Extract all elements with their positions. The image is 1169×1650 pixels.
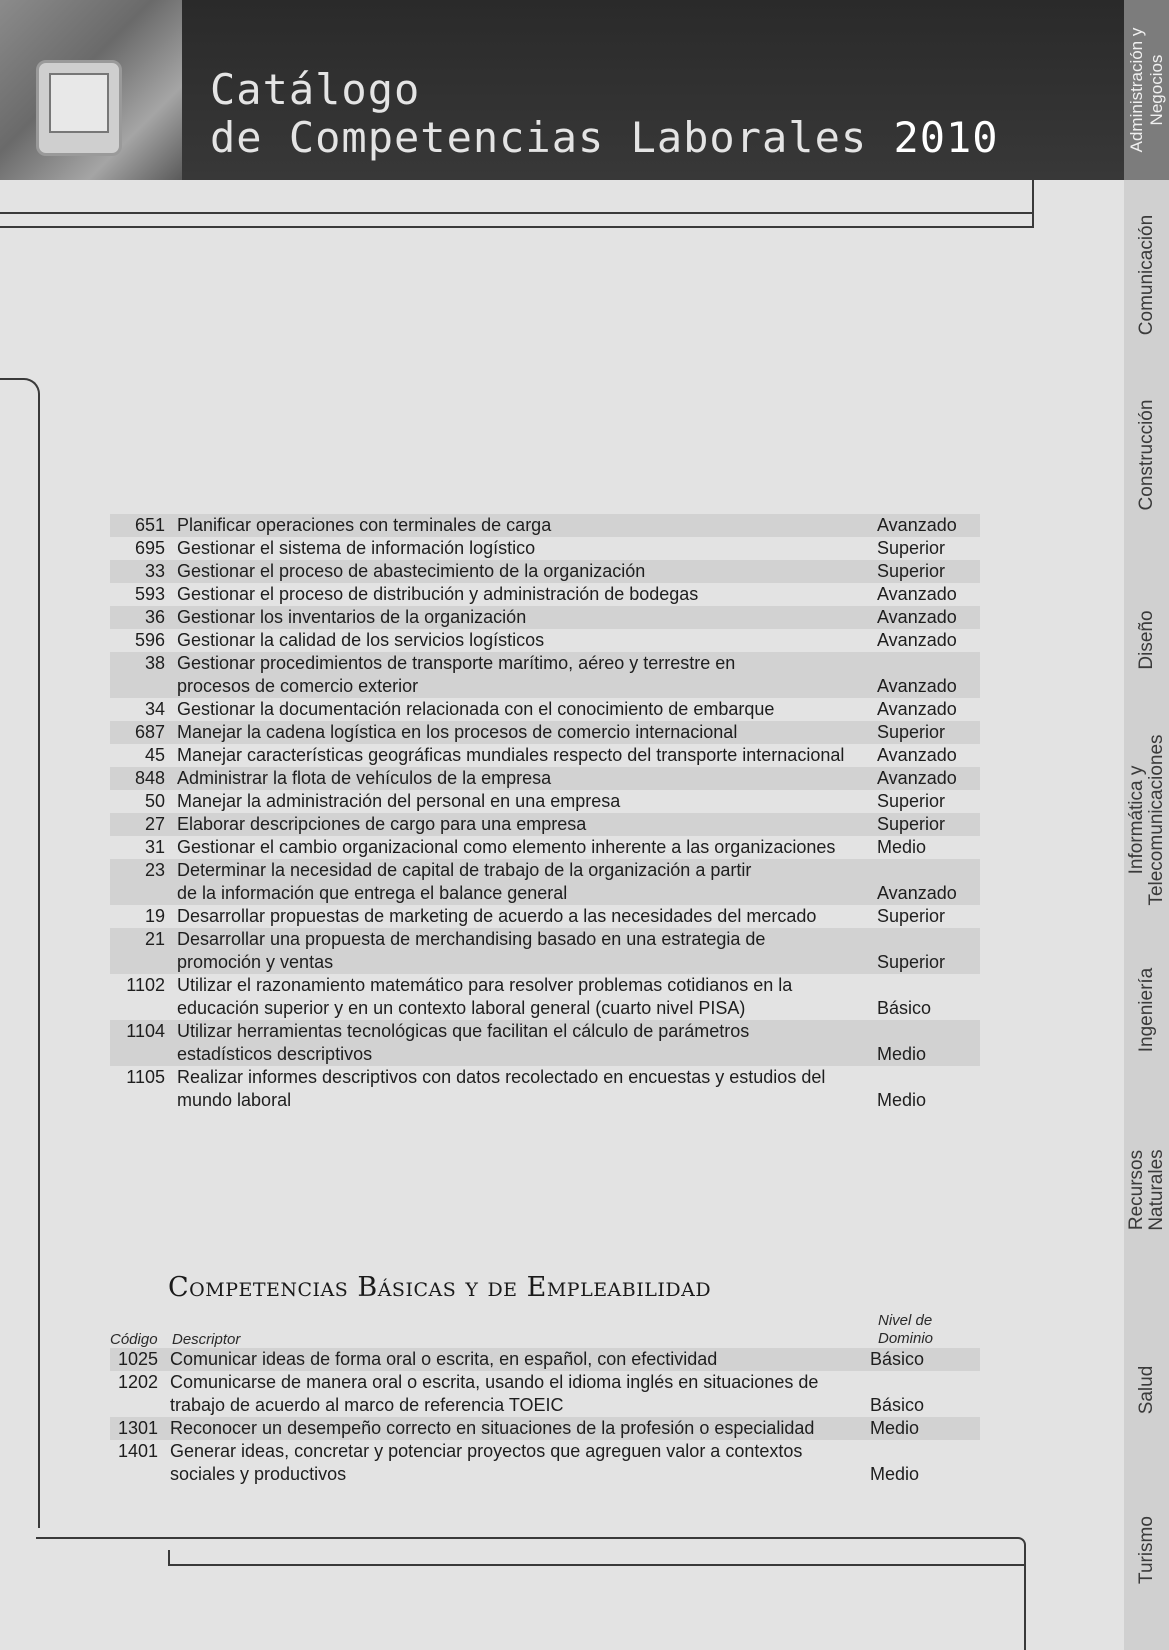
competency-code: 21 (144, 929, 165, 949)
table-row (110, 882, 980, 905)
column-level (878, 1312, 933, 1348)
table-row (110, 629, 980, 652)
competency-code: 19 (144, 906, 165, 926)
competency-descriptor: mundo laboral (177, 1090, 292, 1110)
table-row (110, 1066, 980, 1089)
table-row (110, 1463, 980, 1486)
competency-descriptor: Administrar la flota de vehículos de la empresa (177, 768, 552, 788)
competency-descriptor: Planificar operaciones con terminales de carga (177, 515, 552, 535)
competency-descriptor: educación superior y en un contexto laboral general (cuarto nivel PISA) (177, 998, 746, 1018)
table-row (110, 905, 980, 928)
competency-descriptor: trabajo de acuerdo al marco de referencia TOEIC (170, 1395, 564, 1415)
competency-descriptor: procesos de comercio exterior (177, 676, 419, 696)
competency-level: Avanzado (877, 515, 957, 535)
competency-code: 31 (144, 837, 165, 857)
competency-descriptor: Desarrollar propuestas de marketing de acuerdo a las necesidades del mercado (177, 906, 817, 926)
competency-code: 33 (144, 561, 165, 581)
competency-level: Superior (877, 791, 946, 811)
table-row (110, 859, 980, 882)
tab-label: Salud (1135, 1365, 1157, 1415)
bottom-divider (1024, 1559, 1026, 1650)
competency-descriptor: Generar ideas, concretar y potenciar proyectos que agreguen valor a contextos (170, 1441, 803, 1461)
tab-diseno[interactable] (1124, 580, 1169, 700)
table-row (110, 951, 980, 974)
table-row (110, 1348, 980, 1371)
competency-descriptor: Utilizar herramientas tecnológicas que facilitan el cálculo de parámetros (177, 1021, 750, 1041)
tab-construccion[interactable] (1124, 370, 1169, 540)
competency-level: Superior (877, 538, 946, 558)
competency-level: Avanzado (877, 768, 957, 788)
competency-descriptor: Manejar la administración del personal en una empresa (177, 791, 621, 811)
competency-level: Medio (877, 1044, 927, 1064)
competency-code: 651 (134, 515, 165, 535)
table-row (110, 721, 980, 744)
competency-code: 38 (144, 653, 165, 673)
table-row (110, 1371, 980, 1394)
competency-code: 1105 (126, 1067, 165, 1087)
competency-code: 596 (134, 630, 165, 650)
column-level-line-2: Dominio (878, 1330, 934, 1347)
tab-recursos-naturales[interactable] (1124, 1130, 1169, 1250)
title-line-1: Catálogo (210, 65, 421, 114)
competency-level: Avanzado (877, 676, 957, 696)
competency-code: 34 (144, 699, 165, 719)
tab-informatica[interactable] (1124, 720, 1169, 920)
competency-descriptor: Determinar la necesidad de capital de trabajo de la organización a partir (177, 860, 752, 880)
section-title: Competencias Básicas y de Empleabilidad (168, 1272, 712, 1303)
table-row (110, 514, 980, 537)
table-row (110, 1440, 980, 1463)
basic-competency-list (110, 1348, 980, 1486)
computer-monitor-icon (36, 60, 122, 156)
tab-label: Informática y Telecomunicaciones (1125, 734, 1167, 906)
competency-level: Básico (870, 1349, 925, 1369)
catalog-title (210, 66, 999, 162)
competency-descriptor: Gestionar los inventarios de la organización (177, 607, 527, 627)
competency-descriptor: Gestionar la documentación relacionada con el conocimiento de embarque (177, 699, 775, 719)
table-row (110, 813, 980, 836)
competency-code: 23 (144, 860, 165, 880)
competency-level: Básico (870, 1395, 925, 1415)
column-code: Código (110, 1331, 158, 1348)
tab-administracion[interactable] (1124, 0, 1169, 180)
competency-level: Superior (877, 952, 946, 972)
competency-descriptor: promoción y ventas (177, 952, 334, 972)
monitor-screen (49, 73, 109, 133)
table-row (110, 974, 980, 997)
competency-descriptor: Gestionar procedimientos de transporte marítimo, aéreo y terrestre en (177, 653, 736, 673)
competency-code: 1102 (126, 975, 165, 995)
competency-descriptor: Elaborar descripciones de cargo para una empresa (177, 814, 587, 834)
competency-level: Básico (877, 998, 932, 1018)
competency-level: Superior (877, 722, 946, 742)
header-photo (0, 0, 182, 200)
competency-descriptor: Realizar informes descriptivos con datos recolectado en encuestas y estudios del (177, 1067, 826, 1087)
competency-descriptor: estadísticos descriptivos (177, 1044, 373, 1064)
competency-level: Superior (877, 814, 946, 834)
competency-descriptor: Comunicarse de manera oral o escrita, usando el idioma inglés en situaciones de (170, 1372, 819, 1392)
column-descriptor: Descriptor (172, 1331, 241, 1348)
table-row (110, 997, 980, 1020)
competency-level: Avanzado (877, 883, 957, 903)
table-row (110, 767, 980, 790)
competency-descriptor: Gestionar el sistema de información logístico (177, 538, 536, 558)
column-headers (110, 1308, 980, 1348)
competency-descriptor: Gestionar el proceso de distribución y administración de bodegas (177, 584, 699, 604)
competency-descriptor: Reconocer un desempeño correcto en situaciones de la profesión o especialidad (170, 1418, 815, 1438)
tab-comunicacion[interactable] (1124, 180, 1169, 370)
table-row (110, 1417, 980, 1440)
competency-code: 1202 (117, 1372, 158, 1392)
competency-descriptor: Gestionar el cambio organizacional como elemento inherente a las organizaciones (177, 837, 836, 857)
table-row (110, 537, 980, 560)
tab-label: Ingeniería (1135, 967, 1157, 1053)
tab-label: Construcción (1135, 399, 1157, 511)
table-row (110, 698, 980, 721)
table-row (110, 583, 980, 606)
competency-level: Avanzado (877, 745, 957, 765)
competency-code: 1025 (117, 1349, 158, 1369)
tab-turismo[interactable] (1124, 1490, 1169, 1610)
side-tabs (1124, 0, 1169, 1650)
tab-label: Recursos Naturales (1125, 1149, 1167, 1231)
tab-label: Comunicación (1135, 214, 1157, 336)
competency-code: 45 (144, 745, 165, 765)
competency-code: 36 (144, 607, 165, 627)
table-row (110, 560, 980, 583)
table-row (110, 675, 980, 698)
competency-level: Medio (877, 1090, 927, 1110)
tab-label: Administración y Negocios (1126, 27, 1166, 153)
competency-code: 1301 (117, 1418, 158, 1438)
competency-code: 593 (134, 584, 165, 604)
competency-level: Avanzado (877, 584, 957, 604)
table-row (110, 1043, 980, 1066)
top-rule (0, 212, 1034, 228)
competency-descriptor: Gestionar el proceso de abastecimiento de la organización (177, 561, 646, 581)
column-level-line-1: Nivel de (878, 1312, 933, 1329)
competency-level: Superior (877, 906, 946, 926)
tab-label: Turismo (1135, 1516, 1157, 1584)
competency-descriptor: de la información que entrega el balance general (177, 883, 568, 903)
title-line-2 (210, 114, 999, 162)
competency-level: Medio (877, 837, 927, 857)
competency-code: 1104 (126, 1021, 165, 1041)
competency-descriptor: sociales y productivos (170, 1464, 347, 1484)
competency-level: Superior (877, 561, 946, 581)
table-row (110, 744, 980, 767)
table-row (110, 790, 980, 813)
table-row (110, 652, 980, 675)
competency-code: 27 (144, 814, 165, 834)
competency-level: Medio (870, 1464, 920, 1484)
competency-level: Avanzado (877, 699, 957, 719)
competency-level: Avanzado (877, 630, 957, 650)
competency-list (110, 514, 980, 1112)
divider (1032, 180, 1034, 214)
competency-descriptor: Desarrollar una propuesta de merchandising basado en una estrategia de (177, 929, 766, 949)
competency-descriptor: Utilizar el razonamiento matemático para resolver problemas cotidianos en la (177, 975, 793, 995)
table-row (110, 606, 980, 629)
table-row (110, 836, 980, 859)
table-row (110, 1089, 980, 1112)
left-frame (0, 378, 40, 1528)
competency-code: 1401 (117, 1441, 158, 1461)
table-row (110, 928, 980, 951)
competency-descriptor: Comunicar ideas de forma oral o escrita, en español, con efectividad (170, 1349, 718, 1369)
tab-ingenieria[interactable] (1124, 940, 1169, 1080)
competency-descriptor: Manejar características geográficas mundiales respecto del transporte internacional (177, 745, 845, 765)
title-year: 2010 (893, 113, 999, 162)
table-row (110, 1394, 980, 1417)
title-line-2-text: de Competencias Laborales (210, 113, 868, 162)
competency-code: 50 (144, 791, 165, 811)
table-row (110, 1020, 980, 1043)
competency-level: Medio (870, 1418, 920, 1438)
competency-code: 695 (134, 538, 165, 558)
competency-descriptor: Manejar la cadena logística en los procesos de comercio internacional (177, 722, 738, 742)
header-banner (0, 0, 1124, 180)
tab-label: Diseño (1135, 610, 1157, 670)
competency-code: 848 (134, 768, 165, 788)
competency-descriptor: Gestionar la calidad de los servicios logísticos (177, 630, 545, 650)
bottom-inner-rule (168, 1550, 1024, 1566)
competency-code: 687 (134, 722, 165, 742)
tab-salud[interactable] (1124, 1340, 1169, 1440)
competency-level: Avanzado (877, 607, 957, 627)
